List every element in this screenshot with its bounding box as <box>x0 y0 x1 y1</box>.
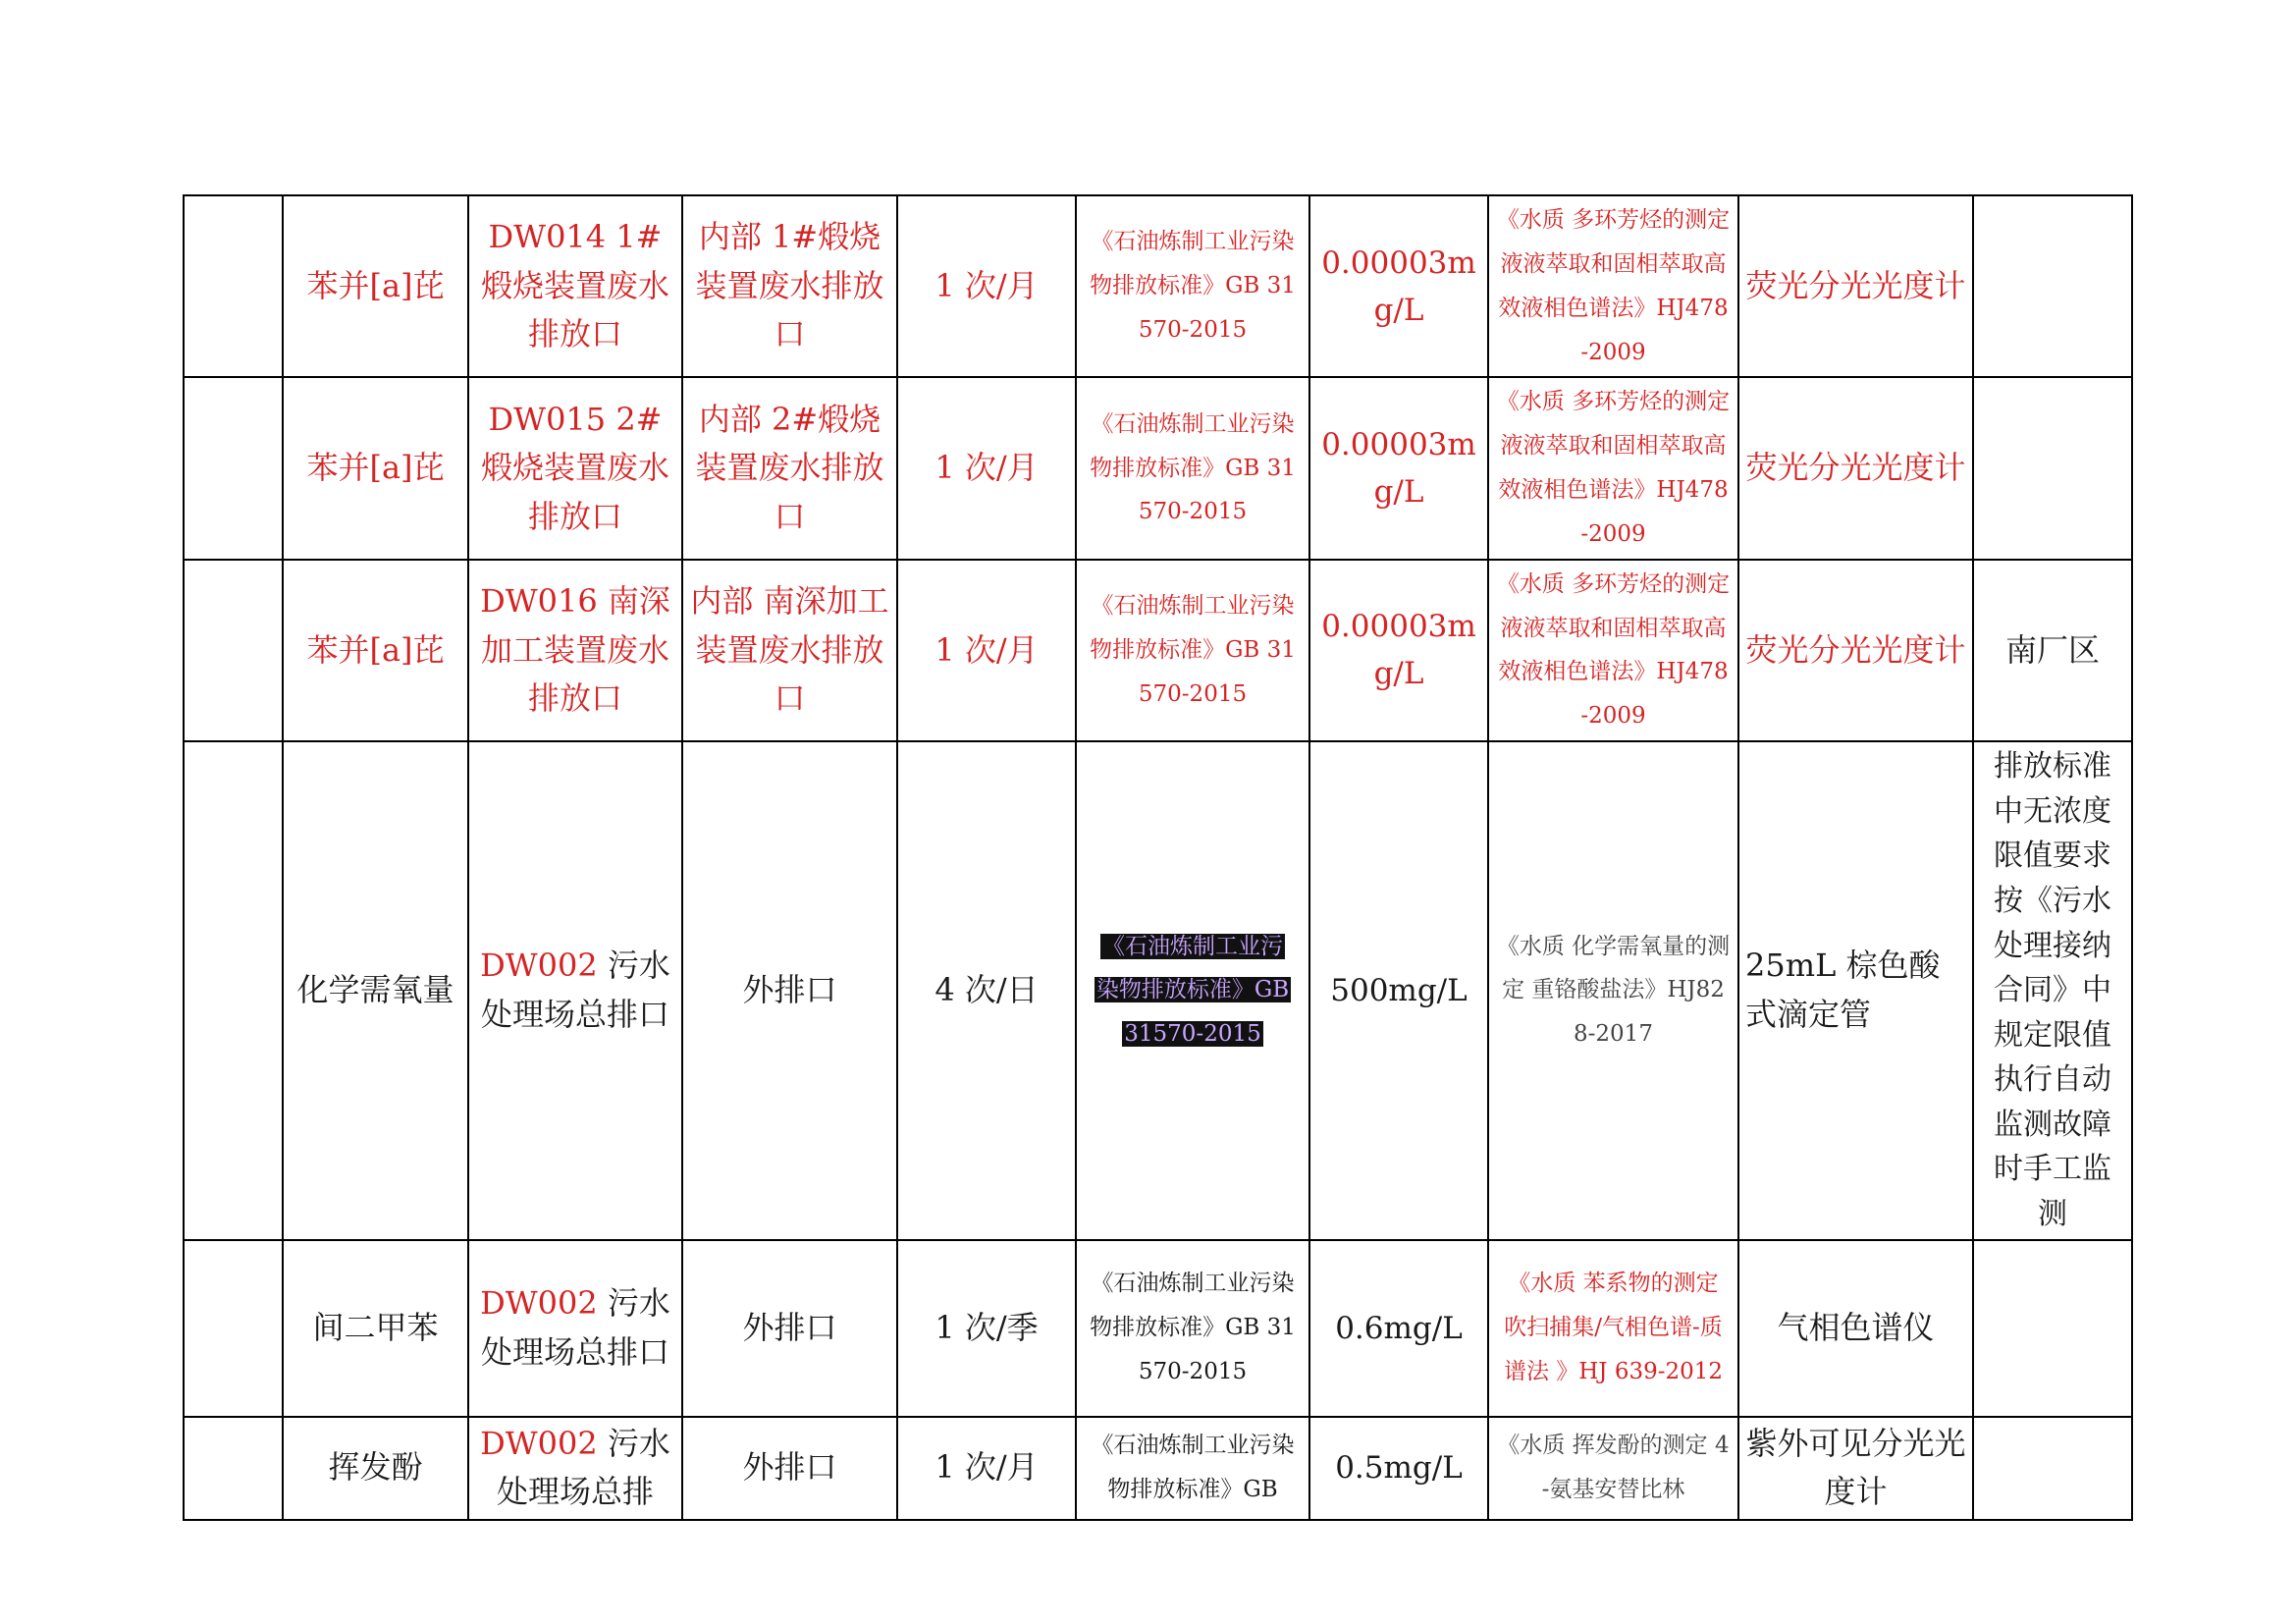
pollutant-cell: 间二甲苯 <box>283 1240 468 1417</box>
outlet-cell <box>468 1240 682 1417</box>
standard-line-1: 《石油炼制工业污 <box>1102 933 1283 959</box>
outlet-type-cell: 内部 2#煅烧装置废水排放口 <box>682 377 897 559</box>
monitoring-table <box>183 194 2133 1521</box>
remark-cell <box>1973 1417 2132 1520</box>
outlet-name: 南深加工装置废水排放口 <box>480 582 670 718</box>
pollutant-cell: 苯并[a]芘 <box>283 560 468 741</box>
frequency-cell: 4 次/日 <box>897 741 1076 1240</box>
table-row <box>184 1417 2132 1520</box>
outlet-code: DW015 <box>488 400 607 438</box>
outlet-cell <box>468 560 682 741</box>
outlet-name: 2#煅烧装置废水排放口 <box>480 400 669 535</box>
outlet-type-cell: 内部 1#煅烧装置废水排放口 <box>682 195 897 377</box>
remark-cell <box>1973 195 2132 377</box>
remark-cell: 排放标准中无浓度限值要求按《污水处理接纳合同》中规定限值执行自动监测故障时手工监测 <box>1973 741 2132 1240</box>
remark-cell <box>1973 1240 2132 1417</box>
instrument-cell: 紫外可见分光光度计 <box>1738 1417 1973 1520</box>
method-cell: 《水质 多环芳烃的测定 液液萃取和固相萃取高效液相色谱法》HJ478-2009 <box>1488 560 1738 741</box>
standard-cell: 《石油炼制工业污染物排放标准》GB 31570-2015 <box>1076 377 1309 559</box>
outlet-code: DW002 <box>480 1284 598 1323</box>
standard-cell: 《石油炼制工业污染物排放标准》GB 31570-2015 <box>1076 195 1309 377</box>
pollutant-cell: 挥发酚 <box>283 1417 468 1520</box>
pollutant-cell: 苯并[a]芘 <box>283 195 468 377</box>
limit-cell: 0.6mg/L <box>1309 1240 1488 1417</box>
instrument-cell: 荧光分光光度计 <box>1738 377 1973 559</box>
outlet-name: 污水处理场总排口 <box>480 947 670 1033</box>
blank-cell <box>184 1417 283 1520</box>
method-cell: 《水质 化学需氧量的测定 重铬酸盐法》HJ828-2017 <box>1488 741 1738 1240</box>
outlet-cell <box>468 195 682 377</box>
outlet-type-cell: 外排口 <box>682 741 897 1240</box>
method-cell: 《水质 挥发酚的测定 4-氨基安替比林 <box>1488 1417 1738 1520</box>
outlet-code: DW002 <box>480 1424 598 1462</box>
remark-cell: 南厂区 <box>1973 560 2132 741</box>
outlet-name: 1#煅烧装置废水排放口 <box>480 218 669 353</box>
limit-cell: 0.5mg/L <box>1309 1417 1488 1520</box>
frequency-cell: 1 次/季 <box>897 1240 1076 1417</box>
outlet-type-cell: 内部 南深加工装置废水排放口 <box>682 560 897 741</box>
pollutant-cell: 化学需氧量 <box>283 741 468 1240</box>
limit-cell: 0.00003mg/L <box>1309 377 1488 559</box>
outlet-cell <box>468 1417 682 1520</box>
instrument-cell: 荧光分光光度计 <box>1738 560 1973 741</box>
limit-cell: 0.00003mg/L <box>1309 195 1488 377</box>
standard-cell: 《石油炼制工业污染物排放标准》GB 31570-2015 <box>1076 1240 1309 1417</box>
instrument-cell: 25mL 棕色酸式滴定管 <box>1738 741 1973 1240</box>
outlet-name: 污水处理场总排口 <box>480 1284 670 1371</box>
blank-cell <box>184 741 283 1240</box>
table-row <box>184 560 2132 741</box>
outlet-type-cell: 外排口 <box>682 1240 897 1417</box>
blank-cell <box>184 560 283 741</box>
instrument-cell: 气相色谱仪 <box>1738 1240 1973 1417</box>
table-row <box>184 741 2132 1240</box>
limit-cell: 500mg/L <box>1309 741 1488 1240</box>
standard-line-3: 31570-2015 <box>1124 1021 1261 1048</box>
method-cell: 《水质 多环芳烃的测定 液液萃取和固相萃取高效液相色谱法》HJ478-2009 <box>1488 377 1738 559</box>
blank-cell <box>184 1240 283 1417</box>
outlet-code: DW014 <box>488 218 607 256</box>
outlet-code: DW002 <box>480 947 598 985</box>
standard-cell: 《石油炼制工业污染物排放标准》GB <box>1076 1417 1309 1520</box>
frequency-cell: 1 次/月 <box>897 560 1076 741</box>
standard-cell: 《石油炼制工业污染物排放标准》GB 31570-2015 <box>1076 560 1309 741</box>
limit-cell: 0.00003mg/L <box>1309 560 1488 741</box>
outlet-type-cell: 外排口 <box>682 1417 897 1520</box>
standard-line-2: 染物排放标准》GB <box>1095 977 1290 1003</box>
blank-cell <box>184 195 283 377</box>
outlet-cell <box>468 377 682 559</box>
outlet-name: 污水处理场总排 <box>496 1424 670 1511</box>
method-cell: 《水质 苯系物的测定 吹扫捕集/气相色谱-质谱法 》HJ 639-2012 <box>1488 1240 1738 1417</box>
outlet-cell <box>468 741 682 1240</box>
instrument-cell: 荧光分光光度计 <box>1738 195 1973 377</box>
table-row <box>184 1240 2132 1417</box>
standard-cell-highlighted[interactable] <box>1076 741 1309 1240</box>
outlet-code: DW016 <box>480 582 598 621</box>
remark-cell <box>1973 377 2132 559</box>
frequency-cell: 1 次/月 <box>897 195 1076 377</box>
blank-cell <box>184 377 283 559</box>
pollutant-cell: 苯并[a]芘 <box>283 377 468 559</box>
table-row <box>184 377 2132 559</box>
frequency-cell: 1 次/月 <box>897 377 1076 559</box>
frequency-cell: 1 次/月 <box>897 1417 1076 1520</box>
method-cell: 《水质 多环芳烃的测定 液液萃取和固相萃取高效液相色谱法》HJ478-2009 <box>1488 195 1738 377</box>
table-row <box>184 195 2132 377</box>
